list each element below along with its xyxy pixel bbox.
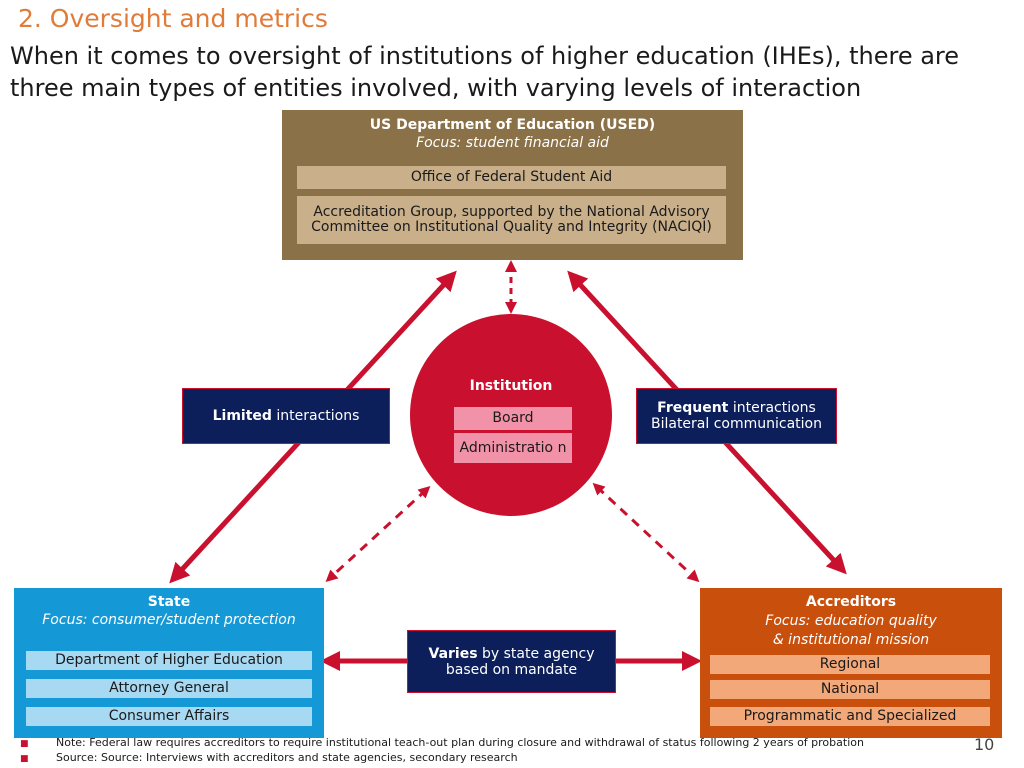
accreditors-item-regional: Regional (710, 655, 990, 674)
state-box (14, 588, 324, 738)
institution-item-administration: Administratio n (454, 433, 572, 463)
accreditors-box (700, 588, 1002, 738)
slide-subtitle: When it comes to oversight of institutions of higher education (IHEs), there are three main types of entities involved, with varying levels of interaction (10, 42, 960, 102)
used-item-fsa: Office of Federal Student Aid (297, 166, 726, 189)
state-header: State (147, 594, 191, 610)
arrow-institution-accreditors (597, 487, 695, 578)
accreditors-item-programmatic: Programmatic and Specialized (710, 707, 990, 726)
frequent-label-line1 (657, 400, 816, 416)
institution-header: Institution (469, 378, 553, 394)
frequent-interactions-label (636, 388, 837, 444)
institution-circle (410, 314, 612, 516)
institution-item-board: Board (454, 407, 572, 430)
limited-label-line (213, 408, 360, 424)
limited-label-bold: Limited (212, 408, 272, 424)
footer-source (20, 751, 864, 766)
footer-bullet: ■ (20, 739, 29, 749)
varies-label (407, 630, 616, 693)
accreditors-header: Accreditors (805, 594, 897, 610)
varies-label-line2: based on mandate (445, 661, 578, 678)
used-box (282, 110, 743, 260)
footer-note (20, 736, 864, 751)
arrow-institution-state (330, 490, 426, 578)
footer-source-text: Source: Source: Interviews with accreditors and state agencies, secondary research (56, 751, 518, 764)
state-focus: Focus: consumer/student protection (42, 612, 296, 628)
footer-note-text: Note: Federal law requires accreditors to require institutional teach-out plan during closure and withdrawal of status following 2 years of probation (56, 736, 864, 749)
frequent-label-bold: Frequent (657, 400, 729, 416)
varies-label-rest: by state agency (477, 645, 595, 662)
limited-interactions-label (182, 388, 390, 444)
footer-notes (20, 736, 864, 766)
slide-title: 2. Oversight and metrics (18, 4, 328, 33)
used-header: US Department of Education (USED) (369, 117, 656, 133)
varies-label-line1 (429, 646, 595, 662)
used-focus: Focus: student financial aid (416, 135, 609, 151)
state-item-dhe: Department of Higher Education (26, 651, 312, 670)
accreditors-item-national: National (710, 680, 990, 699)
accreditors-focus: Focus: education quality & institutional mission (765, 613, 937, 648)
frequent-label-rest: interactions (728, 400, 816, 416)
varies-label-bold: Varies (428, 645, 478, 662)
state-item-consumer-affairs: Consumer Affairs (26, 707, 312, 726)
footer-bullet: ■ (20, 754, 29, 764)
page-number: 10 (974, 735, 995, 754)
frequent-label-line2: Bilateral communication (650, 416, 822, 432)
state-item-ag: Attorney General (26, 679, 312, 698)
limited-label-rest: interactions (271, 408, 360, 424)
used-item-accreditation-group: Accreditation Group, supported by the National Advisory Committee on Institutional Quality and Integrity (NACIQI) (297, 196, 726, 244)
